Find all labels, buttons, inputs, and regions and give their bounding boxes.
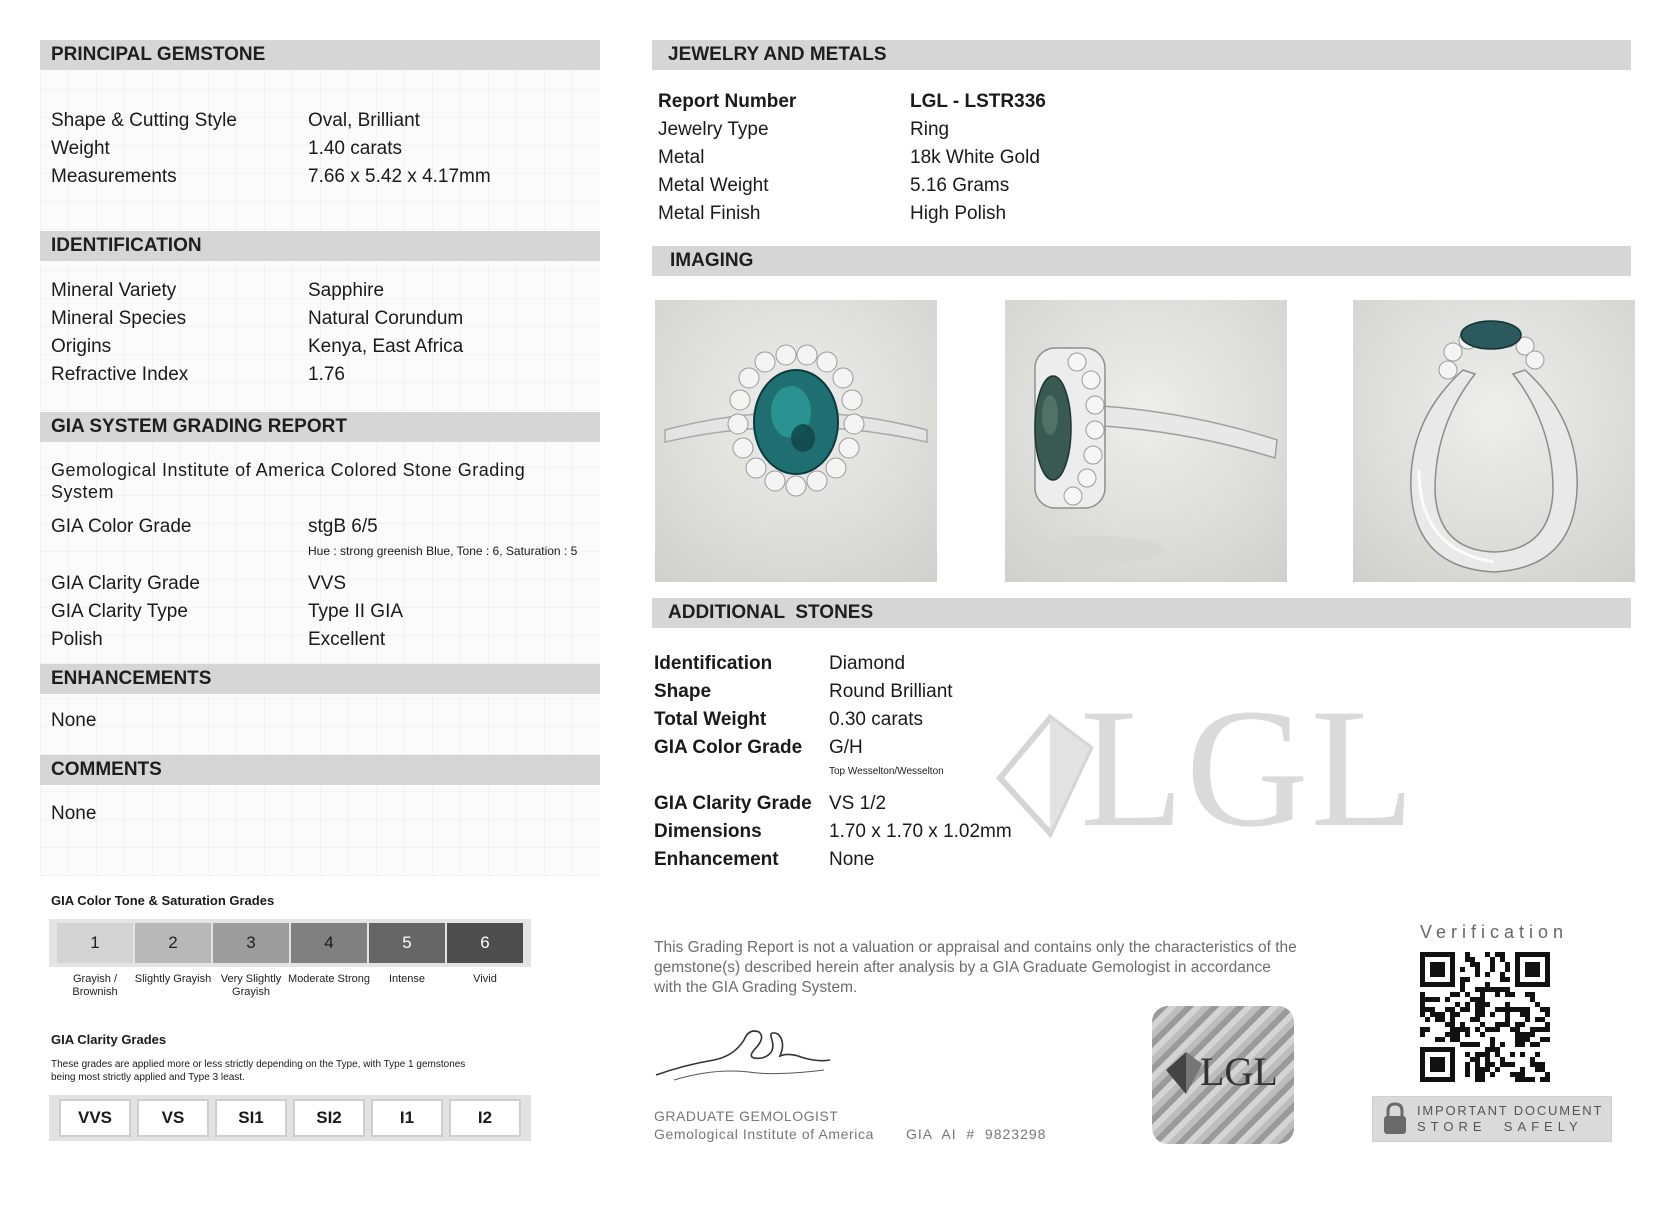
gia-color-note: Hue : strong greenish Blue, Tone : 6, Saturation : 5 xyxy=(308,544,578,558)
shape-add-label: Shape xyxy=(654,681,712,702)
jewelry-type-value: Ring xyxy=(910,119,950,140)
metal-finish-label: Metal Finish xyxy=(658,203,761,224)
dimensions-label: Dimensions xyxy=(654,821,762,842)
comments-header: COMMENTS xyxy=(40,755,600,785)
tone-cell-2: 2 xyxy=(135,923,211,963)
enhancements-header: ENHANCEMENTS xyxy=(40,664,600,694)
tone-desc-4: Moderate Strong xyxy=(288,973,370,985)
imaging-header: IMAGING xyxy=(652,246,1631,276)
jewelry-header: JEWELRY AND METALS xyxy=(652,40,1631,70)
qr-code-icon[interactable] xyxy=(1420,952,1550,1082)
clarity-cell-si1: SI1 xyxy=(215,1099,287,1137)
origins-label: Origins xyxy=(51,336,112,357)
report-number-value: LGL - LSTR336 xyxy=(910,91,1046,112)
gia-clarity-grade-label: GIA Clarity Grade xyxy=(51,573,200,594)
tone-scale-title: GIA Color Tone & Saturation Grades xyxy=(51,893,275,908)
shape-add-value: Round Brilliant xyxy=(829,681,953,702)
important-document-badge xyxy=(1372,1096,1612,1142)
disclaimer: This Grading Report is not a valuation or appraisal and contains only the characteristics of the gemstone(s) described herein after analysis by a GIA Graduate Gemologist in accordance with the GIA Grading System. xyxy=(654,939,1297,996)
badge-line2: STORE SAFELY xyxy=(1417,1119,1583,1134)
badge-line1: IMPORTANT DOCUMENT xyxy=(1417,1103,1604,1118)
clarity-cell-si2: SI2 xyxy=(293,1099,365,1137)
tone-desc-5: Intense xyxy=(388,973,426,985)
add-color-grade-value: G/H xyxy=(829,737,863,758)
gia-color-grade-label: GIA Color Grade xyxy=(51,516,192,537)
shape-value: Oval, Brilliant xyxy=(308,110,420,131)
report-number-label: Report Number xyxy=(658,91,797,112)
jewelry-type-label: Jewelry Type xyxy=(658,119,769,140)
polish-label: Polish xyxy=(51,629,103,650)
ring-top-view-image xyxy=(655,300,937,582)
mineral-variety-value: Sapphire xyxy=(308,280,385,301)
ring-photo-front xyxy=(1353,300,1635,582)
measurements-label: Measurements xyxy=(51,166,177,187)
tone-cell-6: 6 xyxy=(447,923,523,963)
refractive-index-label: Refractive Index xyxy=(51,364,189,385)
lgl-watermark-logo xyxy=(990,674,1417,862)
metal-weight-label: Metal Weight xyxy=(658,175,769,196)
watermark-panel xyxy=(40,786,600,876)
measurements-value: 7.66 x 5.42 x 4.17mm xyxy=(308,166,491,187)
lgl-watermark-text: LGL xyxy=(1080,674,1417,862)
ring-photo-side xyxy=(1005,300,1287,582)
clarity-cell-vvs: VVS xyxy=(59,1099,131,1137)
signature-role: GRADUATE GEMOLOGIST xyxy=(654,1108,839,1124)
tone-cell-5: 5 xyxy=(369,923,445,963)
gia-clarity-type-value: Type II GIA xyxy=(308,601,404,622)
clarity-scale-title: GIA Clarity Grades xyxy=(51,1032,167,1047)
weight-label: Weight xyxy=(51,138,110,159)
hologram-seal xyxy=(1152,1006,1294,1144)
signature-image xyxy=(654,1020,834,1090)
add-clarity-grade-label: GIA Clarity Grade xyxy=(654,793,812,814)
origins-value: Kenya, East Africa xyxy=(308,336,464,357)
mineral-variety-label: Mineral Variety xyxy=(51,280,177,301)
comments-value: None xyxy=(51,803,97,824)
enhancement-label: Enhancement xyxy=(654,849,779,870)
tone-desc-1: Grayish / Brownish xyxy=(72,973,118,998)
mineral-species-value: Natural Corundum xyxy=(308,308,464,329)
enhancement-value: None xyxy=(829,849,875,870)
tone-desc-2: Slightly Grayish xyxy=(134,973,212,985)
clarity-cell-vs: VS xyxy=(137,1099,209,1137)
ring-front-view-image xyxy=(1353,300,1635,582)
weight-value: 1.40 carats xyxy=(308,138,402,159)
hologram-text: LGL xyxy=(1200,1049,1278,1094)
lock-icon xyxy=(1381,1102,1409,1136)
dimensions-value: 1.70 x 1.70 x 1.02mm xyxy=(829,821,1012,842)
principal-gemstone-header: PRINCIPAL GEMSTONE xyxy=(40,40,600,70)
signature-id: GIA AI # 9823298 xyxy=(906,1126,1047,1142)
metal-value: 18k White Gold xyxy=(910,147,1040,168)
gia-color-grade-value: stgB 6/5 xyxy=(308,516,378,537)
polish-value: Excellent xyxy=(308,629,386,650)
tone-cell-1: 1 xyxy=(57,923,133,963)
additional-stones-header: ADDITIONAL STONES xyxy=(652,598,1631,628)
tone-cell-4: 4 xyxy=(291,923,367,963)
clarity-cell-i1: I1 xyxy=(371,1099,443,1137)
metal-weight-value: 5.16 Grams xyxy=(910,175,1010,196)
signature-org: Gemological Institute of America xyxy=(654,1126,874,1142)
tone-desc-6: Vivid xyxy=(473,973,497,985)
watermark-panel xyxy=(40,695,600,755)
gia-clarity-grade-value: VVS xyxy=(308,573,347,594)
metal-finish-value: High Polish xyxy=(910,203,1007,224)
add-clarity-grade-value: VS 1/2 xyxy=(829,793,887,814)
clarity-cell-i2: I2 xyxy=(449,1099,521,1137)
mineral-species-label: Mineral Species xyxy=(51,308,187,329)
refractive-index-value: 1.76 xyxy=(308,364,345,385)
tone-desc-3: Very Slightly Grayish xyxy=(220,973,282,998)
gia-description: Gemological Institute of America Colored Stone Grading System xyxy=(51,460,526,502)
gia-grading-header: GIA SYSTEM GRADING REPORT xyxy=(40,412,600,442)
identification-header: IDENTIFICATION xyxy=(40,231,600,261)
enhancements-value: None xyxy=(51,710,97,731)
metal-label: Metal xyxy=(658,147,705,168)
total-weight-label: Total Weight xyxy=(654,709,767,730)
gia-clarity-type-label: GIA Clarity Type xyxy=(51,601,188,622)
total-weight-value: 0.30 carats xyxy=(829,709,923,730)
ring-side-view-image xyxy=(1005,300,1287,582)
identification-label: Identification xyxy=(654,653,773,674)
add-color-note: Top Wesselton/Wesselton xyxy=(829,766,944,777)
clarity-scale-note: These grades are applied more or less strictly depending on the Type, with Type 1 gemstones being most strictly applied and Type 3 least. xyxy=(51,1059,466,1083)
tone-cell-3: 3 xyxy=(213,923,289,963)
add-color-grade-label: GIA Color Grade xyxy=(654,737,803,758)
verification-title: Verification xyxy=(1420,922,1569,942)
identification-value: Diamond xyxy=(829,653,906,674)
shape-label: Shape & Cutting Style xyxy=(51,110,237,131)
ring-photo-top xyxy=(655,300,937,582)
